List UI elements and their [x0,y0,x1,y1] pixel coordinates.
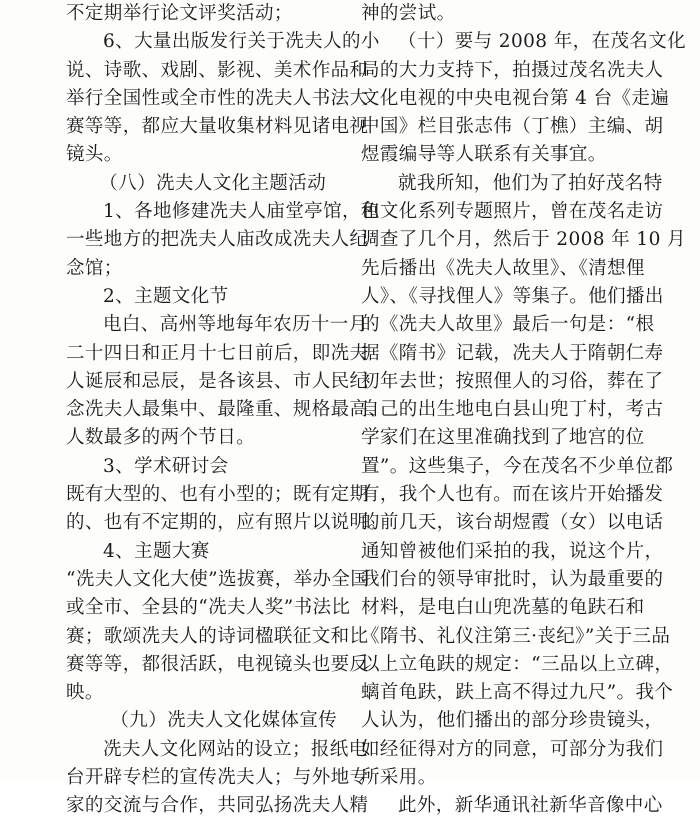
text-line: 此外，新华通讯社新华音像中心 [398,795,663,817]
text-line: 人认为，他们播出的部分珍贵镜头， [361,710,664,732]
text-line: 台开辟专栏的宣传冼夫人；与外地专 [66,767,369,789]
text-line: 电白、高州等地每年农历十一月 [103,314,368,336]
text-line: 一些地方的把冼夫人庙改成冼夫人纪 [66,229,369,251]
text-line: 的、也有不定期的，应有照片以说明。 [66,512,388,534]
text-line: 有，我个人也有。而在该片开始播发 [361,484,664,506]
text-line: 色文化系列专题照片，曾在茂名走访 [361,201,664,223]
text-line: 说、诗歌、戏剧、影视、美术作品和 [66,59,369,81]
text-line: 初年去世；按照俚人的习俗，葬在了 [361,370,664,392]
text-line: 举行全国性或全市性的冼夫人书法大 [66,87,369,109]
text-line: 如经征得对方的同意，可部分为我们 [361,738,664,760]
text-line: 螭首龟趺，趺上高不得过九尺”。我个 [361,682,674,704]
text-line: 置”。这些集子，今在茂名不少单位都 [361,455,674,477]
text-line: 赛；歌颂冼夫人的诗词楹联征文和比 [66,625,369,647]
text-line: 煜霞编导等人联系有关事宜。 [361,144,607,166]
text-line: 我们台的领导审批时，认为最重要的 [361,568,664,590]
text-line: 材料，是电白山兜冼墓的龟趺石和 [361,597,645,619]
text-line: 1、各地修建冼夫人庙堂亭馆，和 [103,201,380,223]
text-line: 中国》栏目张志伟（丁樵）主编、胡 [361,116,664,138]
text-line: 神的尝试。 [361,3,456,24]
text-line: 二十四日和正月十七日前后，即冼夫 [66,342,369,364]
text-line: 学家们在这里准确找到了地宫的位 [361,427,645,449]
text-line: “冼夫人文化大使”选拔赛，举办全国 [66,568,370,590]
text-line: 家的交流与合作，共同弘扬冼夫人精 [66,795,369,817]
column-gutter [348,0,349,782]
text-line: 调查了几个月，然后于 2008 年 10 月 [361,229,686,251]
text-line: 的前几天，该台胡煜霞（女）以电话 [361,512,664,534]
text-line: 念馆； [66,257,123,279]
text-line: 人诞辰和忌辰，是各该县、市人民纪 [66,370,369,392]
subsection-heading: 2、主题文化节 [103,285,229,307]
text-line: 所采用。 [361,767,437,789]
section-heading: （八）冼夫人文化主题活动 [99,172,327,194]
text-line: 映。 [66,682,104,704]
text-line: 先后播出《冼夫人故里》、《清想俚 [361,257,645,279]
text-line: 或全市、全县的“冼夫人奖”书法比 [66,597,351,619]
text-line: 不定期举行论文评奖活动； [66,3,293,24]
section-heading: （九）冼夫人文化媒体宣传 [110,710,338,732]
right-text-column [361,0,687,821]
text-line: 赛等等，都很活跃，电视镜头也要反 [66,653,369,675]
text-line: 文化电视的中央电视台第 4 台《走遍 [361,87,670,109]
text-line: 局的大力支持下，拍摄过茂名冼夫人 [361,59,664,81]
subsection-heading: 4、主题大赛 [103,540,210,562]
left-text-column [66,0,388,821]
text-line: 冼夫人文化网站的设立；报纸电 [103,738,368,760]
text-line: 《隋书、礼仪注第三·丧纪》”关于三品 [361,625,671,647]
subsection-heading: 3、学术研讨会 [103,455,229,477]
text-line: 赛等等，都应大量收集材料见诸电视 [66,116,369,138]
text-line: 的《冼夫人故里》最后一句是：“根 [361,314,655,336]
text-line: 人》、《寻找俚人》等集子。他们播出 [361,285,664,307]
text-line: 以上立龟趺的规定：“三品以上立碑， [361,653,674,675]
text-line: （十）要与 2008 年，在茂名文化 [398,31,687,53]
text-line: 通知曾被他们采拍的我，说这个片， [361,540,664,562]
text-line: 6、大量出版发行关于冼夫人的小 [103,31,380,53]
text-line: 据《隋书》记载，冼夫人于隋朝仁寿 [361,342,664,364]
text-line: 既有大型的、也有小型的；既有定期 [66,484,369,506]
text-line: 就我所知，他们为了拍好茂名特 [398,172,663,194]
text-line: 念冼夫人最集中、最隆重、规格最高、 [66,399,388,421]
text-line: 镜头。 [66,144,123,166]
text-line: 自己的出生地电白县山兜丁村，考古 [361,399,664,421]
text-line: 人数最多的两个节日。 [66,427,256,449]
